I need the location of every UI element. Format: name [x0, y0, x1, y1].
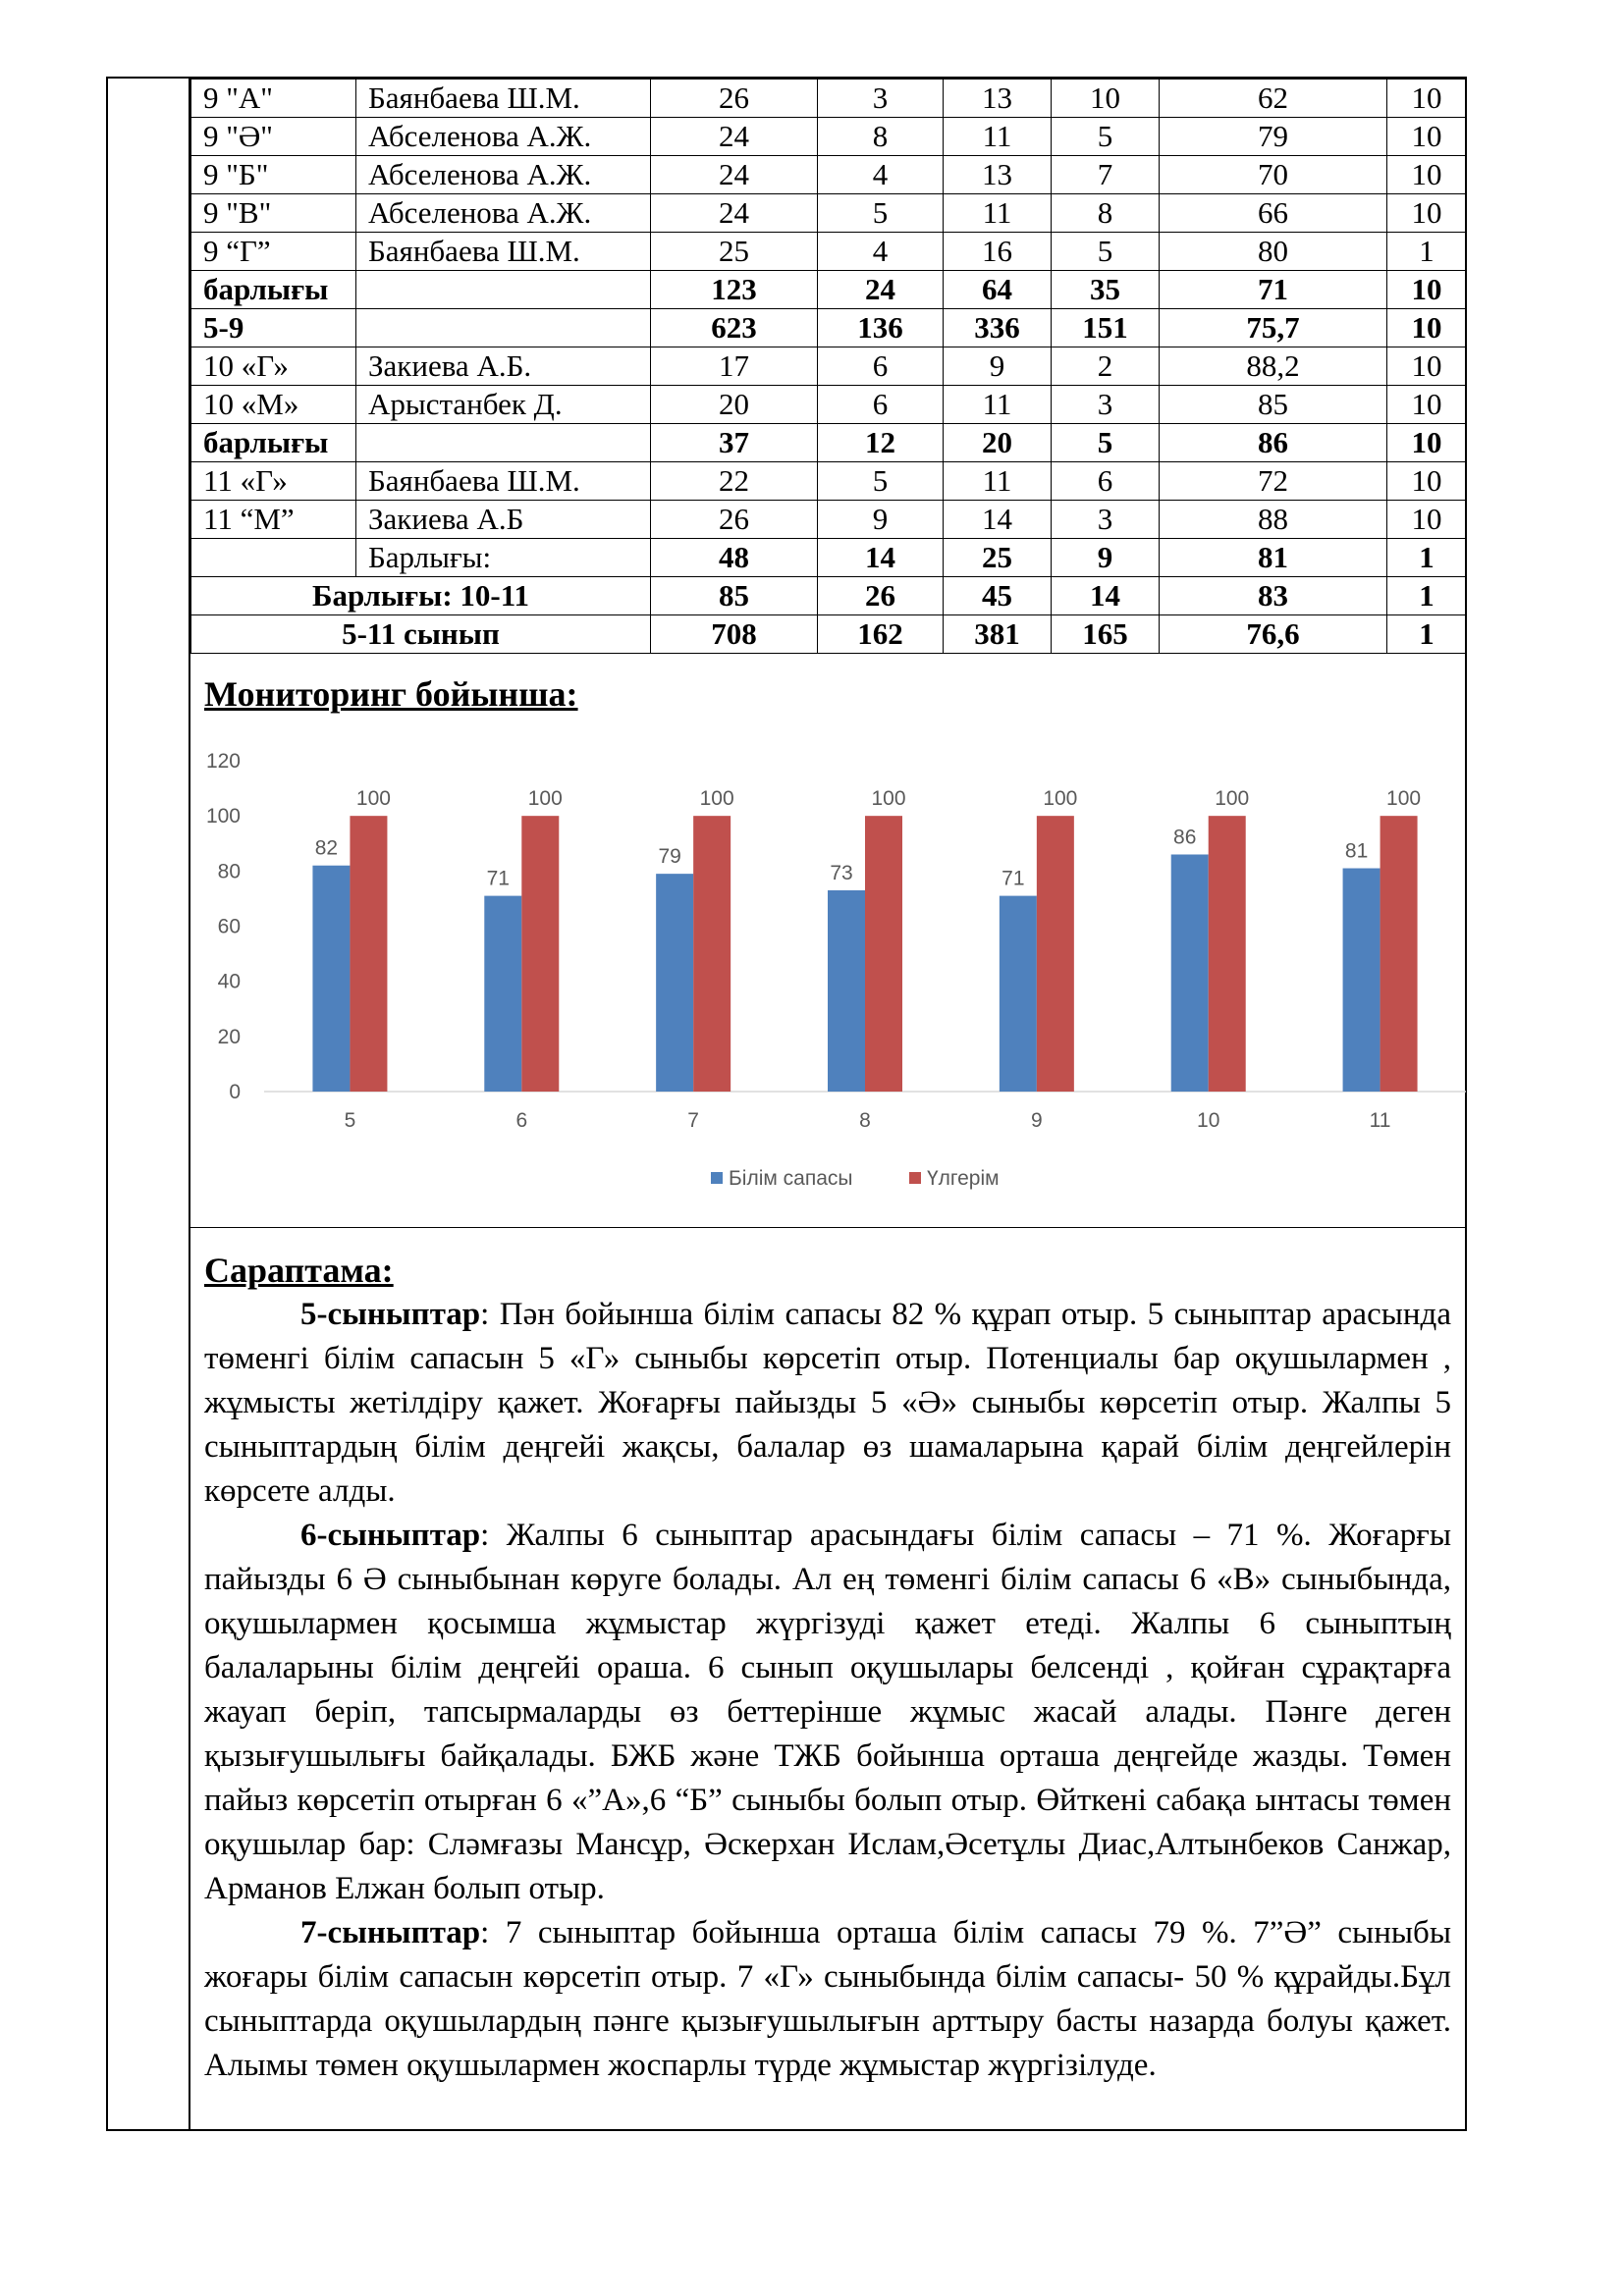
class-cell: 9 "Б"	[191, 156, 356, 194]
paragraph-lead: 5-сыныптар	[300, 1297, 481, 1332]
data-label: 81	[1344, 839, 1369, 863]
class-cell: 11 “М”	[191, 501, 356, 539]
cell: 162	[818, 615, 944, 654]
data-label: 100	[871, 787, 906, 811]
value-cell: 4	[818, 233, 944, 271]
value-cell: 623	[651, 309, 818, 347]
value-cell: 85	[1160, 386, 1387, 424]
grades-table-body	[191, 80, 1467, 654]
value-cell: 88	[1160, 501, 1387, 539]
analysis-paragraphs	[204, 1293, 1451, 2088]
teacher-cell: Арыстанбек Д.	[356, 386, 651, 424]
legend-swatch	[711, 1172, 723, 1184]
data-label: 100	[1386, 787, 1422, 811]
value-cell: 5	[1052, 233, 1160, 271]
value-cell: 13	[944, 80, 1052, 118]
legend-label: Білім сапасы	[729, 1167, 853, 1190]
value-cell: 6	[818, 386, 944, 424]
x-tick-label: 10	[1197, 1109, 1220, 1132]
teacher-cell: Закиева А.Б.	[356, 347, 651, 386]
data-label: 100	[1043, 787, 1078, 811]
value-cell: 70	[1160, 156, 1387, 194]
value-cell: 3	[1052, 501, 1160, 539]
value-cell: 10	[1387, 194, 1467, 233]
class-cell: 9 “Г”	[191, 233, 356, 271]
table-row	[191, 386, 1467, 424]
bar-progress	[865, 816, 902, 1092]
value-cell: 71	[1160, 271, 1387, 309]
value-cell: 11	[944, 462, 1052, 501]
table-row	[191, 156, 1467, 194]
data-label: 100	[699, 787, 734, 811]
class-cell: 9 "Ә"	[191, 118, 356, 156]
analysis-section	[204, 1249, 1451, 2088]
value-cell: 5	[1052, 118, 1160, 156]
row-label: 5-11 сынып	[191, 615, 651, 654]
value-cell: 24	[651, 118, 818, 156]
table-row-total-10-11	[191, 577, 1467, 615]
value-cell: 151	[1052, 309, 1160, 347]
value-cell: 20	[651, 386, 818, 424]
value-cell: 10	[1387, 347, 1467, 386]
bar-progress	[350, 816, 387, 1092]
table-row	[191, 424, 1467, 462]
bar-quality	[828, 890, 865, 1092]
value-cell: 25	[651, 233, 818, 271]
grades-table	[190, 79, 1467, 654]
value-cell: 64	[944, 271, 1052, 309]
table-row	[191, 194, 1467, 233]
class-cell: 10 «Г»	[191, 347, 356, 386]
value-cell: 72	[1160, 462, 1387, 501]
teacher-cell	[356, 309, 651, 347]
x-tick-label: 11	[1369, 1109, 1391, 1132]
value-cell: 4	[818, 156, 944, 194]
table-row-total-10-11-sub	[191, 539, 1467, 577]
bar-quality	[484, 896, 521, 1092]
value-cell: 66	[1160, 194, 1387, 233]
teacher-cell: Закиева А.Б	[356, 501, 651, 539]
teacher-cell: Баянбаева Ш.М.	[356, 233, 651, 271]
teacher-cell: Абселенова А.Ж.	[356, 156, 651, 194]
value-cell: 10	[1387, 501, 1467, 539]
cell: 76,6	[1160, 615, 1387, 654]
teacher-cell	[356, 424, 651, 462]
class-cell: барлығы	[191, 424, 356, 462]
data-label: 86	[1173, 826, 1197, 849]
class-cell: 5-9	[191, 309, 356, 347]
y-tick-label: 100	[205, 805, 241, 828]
table-row	[191, 233, 1467, 271]
x-tick-label: 7	[687, 1109, 699, 1132]
x-tick-label: 9	[1031, 1109, 1043, 1132]
value-cell: 26	[651, 501, 818, 539]
value-cell: 9	[944, 347, 1052, 386]
value-cell: 7	[1052, 156, 1160, 194]
class-cell: 9 "В"	[191, 194, 356, 233]
paragraph-text: : Жалпы 6 сыныптар арасындағы білім сапасы – 71 %. Жоғарғы пайызды 6 Ә сыныбынан көруге болады. Ал ең төменгі білім сапасы 6 «В» сыныбында, оқушылармен қосымша жұмыстар жүргізуді қажет етеді. Жалпы 6 сыныптың балаларыны білім деңгейі ораша. 6 сынып оқушылары белсенді , қойған сұрақтарға жауап беріп, тапсырмаларды өз беттерінше жұмыс жасай алады. Пәнге деген қызығушылығы байқалады. БЖБ және ТЖБ бойынша орташа деңгейде жазды. Төмен пайыз көрсетіп отырған 6 «”А»,6 “Б” сыныбы болып отыр. Өйткені сабақа ынтасы төмен оқушылар бар: Сләмғазы Мансұр, Әскерхан Ислам,Әсетұлы Диас,Алтынбеков Санжар, Арманов Елжан болып отыр.	[204, 1518, 1451, 1906]
value-cell: 86	[1160, 424, 1387, 462]
data-label: 82	[314, 836, 339, 860]
bar-progress	[521, 816, 559, 1092]
value-cell: 3	[818, 80, 944, 118]
value-cell: 79	[1160, 118, 1387, 156]
y-tick-label: 40	[217, 970, 241, 993]
cell: 14	[818, 539, 944, 577]
bar-quality	[1000, 896, 1037, 1092]
x-tick-label: 6	[515, 1109, 528, 1132]
y-tick-label: 20	[217, 1025, 241, 1048]
bar-quality	[1171, 854, 1209, 1092]
cell: 9	[1052, 539, 1160, 577]
value-cell: 1	[1387, 233, 1467, 271]
empty-cell	[191, 539, 356, 577]
value-cell: 80	[1160, 233, 1387, 271]
analysis-paragraph	[204, 1911, 1451, 2088]
bar-quality	[656, 874, 693, 1092]
data-label: 73	[830, 861, 853, 884]
paragraph-lead: 7-сыныптар	[300, 1915, 481, 1950]
value-cell: 12	[818, 424, 944, 462]
cell: 1	[1387, 615, 1467, 654]
class-cell: 10 «М»	[191, 386, 356, 424]
teacher-cell: Абселенова А.Ж.	[356, 194, 651, 233]
table-row	[191, 309, 1467, 347]
value-cell: 6	[1052, 462, 1160, 501]
cell: 1	[1387, 577, 1467, 615]
chart-svg	[190, 726, 1466, 1227]
paragraph-text: : Пән бойынша білім сапасы 82 % құрап отыр. 5 сыныптар арасында төменгі білім сапасын 5 «Г» сыныбы көрсетіп отыр. Потенциалы бар оқушылармен , жұмысты жетілдіру қажет. Жоғарғы пайызды 5 «Ә» сыныбы көрсетіп отыр. Жалпы 5 сыныптардың білім деңгейі жақсы, балалар өз шамаларына қарай білім деңгейлерін көрсете алды.	[204, 1297, 1451, 1509]
value-cell: 14	[944, 501, 1052, 539]
legend-label: Үлгерім	[927, 1167, 1000, 1190]
value-cell: 16	[944, 233, 1052, 271]
table-row	[191, 118, 1467, 156]
value-cell: 20	[944, 424, 1052, 462]
analysis-title: Сараптама:	[204, 1251, 394, 1290]
value-cell: 11	[944, 194, 1052, 233]
bar-progress	[1037, 816, 1074, 1092]
table-row	[191, 271, 1467, 309]
bar-quality	[312, 866, 350, 1092]
class-cell: 11 «Г»	[191, 462, 356, 501]
cell: 26	[818, 577, 944, 615]
table-row	[191, 501, 1467, 539]
value-cell: 26	[651, 80, 818, 118]
bar-chart	[190, 726, 1466, 1228]
teacher-cell: Баянбаева Ш.М.	[356, 80, 651, 118]
cell: 25	[944, 539, 1052, 577]
value-cell: 24	[651, 156, 818, 194]
data-label: 71	[486, 867, 510, 890]
x-tick-label: 5	[344, 1109, 356, 1132]
row-label: Барлығы: 10-11	[191, 577, 651, 615]
cell: 85	[651, 577, 818, 615]
value-cell: 88,2	[1160, 347, 1387, 386]
value-cell: 24	[651, 194, 818, 233]
cell: 381	[944, 615, 1052, 654]
value-cell: 11	[944, 118, 1052, 156]
value-cell: 10	[1387, 80, 1467, 118]
table-row	[191, 347, 1467, 386]
paragraph-text: : 7 сыныптар бойынша орташа білім сапасы 79 %. 7”Ә” сыныбы жоғары білім сапасын көрсетіп отыр. 7 «Г» сыныбында білім сапасы- 50 % құрайды.Бұл сыныптарда оқушылардың пәнге қызығушылығын арттыру басты назарда болуы қажет. Алымы төмен оқушылармен жоспарлы түрде жұмыстар жүргізілуде.	[204, 1915, 1451, 2083]
data-label: 79	[658, 845, 681, 869]
value-cell: 22	[651, 462, 818, 501]
cell: 1	[1387, 539, 1467, 577]
value-cell: 8	[818, 118, 944, 156]
value-cell: 10	[1387, 118, 1467, 156]
value-cell: 24	[818, 271, 944, 309]
monitoring-title: Мониторинг бойынша:	[204, 674, 578, 714]
data-label: 100	[527, 787, 563, 811]
value-cell: 5	[818, 194, 944, 233]
cell: 708	[651, 615, 818, 654]
analysis-paragraph	[204, 1293, 1451, 1514]
value-cell: 123	[651, 271, 818, 309]
value-cell: 8	[1052, 194, 1160, 233]
value-cell: 17	[651, 347, 818, 386]
value-cell: 11	[944, 386, 1052, 424]
y-tick-label: 0	[229, 1081, 241, 1103]
cell: 81	[1160, 539, 1387, 577]
value-cell: 10	[1387, 309, 1467, 347]
class-cell: 9 "А"	[191, 80, 356, 118]
value-cell: 10	[1387, 462, 1467, 501]
cell: 165	[1052, 615, 1160, 654]
y-tick-label: 120	[205, 750, 241, 773]
value-cell: 3	[1052, 386, 1160, 424]
cell: 83	[1160, 577, 1387, 615]
value-cell: 6	[818, 347, 944, 386]
data-label: 100	[1215, 787, 1250, 811]
x-tick-label: 8	[859, 1109, 871, 1132]
analysis-paragraph	[204, 1514, 1451, 1911]
teacher-cell: Баянбаева Ш.М.	[356, 462, 651, 501]
value-cell: 5	[1052, 424, 1160, 462]
data-label: 71	[1001, 867, 1025, 890]
value-cell: 37	[651, 424, 818, 462]
value-cell: 10	[1387, 386, 1467, 424]
value-cell: 9	[818, 501, 944, 539]
teacher-cell	[356, 271, 651, 309]
bar-quality	[1343, 869, 1380, 1092]
y-tick-label: 80	[217, 860, 241, 883]
teacher-cell: Абселенова А.Ж.	[356, 118, 651, 156]
value-cell: 2	[1052, 347, 1160, 386]
cell: 48	[651, 539, 818, 577]
value-cell: 75,7	[1160, 309, 1387, 347]
value-cell: 10	[1387, 424, 1467, 462]
y-tick-label: 60	[217, 915, 241, 938]
paragraph-lead: 6-сыныптар	[300, 1518, 481, 1553]
value-cell: 13	[944, 156, 1052, 194]
value-cell: 10	[1387, 271, 1467, 309]
value-cell: 5	[818, 462, 944, 501]
legend-swatch	[909, 1172, 921, 1184]
value-cell: 136	[818, 309, 944, 347]
row-label: Барлығы:	[356, 539, 651, 577]
data-label: 100	[355, 787, 391, 811]
value-cell: 336	[944, 309, 1052, 347]
class-cell: барлығы	[191, 271, 356, 309]
bar-progress	[693, 816, 731, 1092]
cell: 14	[1052, 577, 1160, 615]
value-cell: 35	[1052, 271, 1160, 309]
bar-progress	[1380, 816, 1418, 1092]
value-cell: 10	[1387, 156, 1467, 194]
value-cell: 62	[1160, 80, 1387, 118]
value-cell: 10	[1052, 80, 1160, 118]
bar-progress	[1209, 816, 1246, 1092]
cell: 45	[944, 577, 1052, 615]
table-row-total-5-11	[191, 615, 1467, 654]
table-row	[191, 80, 1467, 118]
table-row	[191, 462, 1467, 501]
